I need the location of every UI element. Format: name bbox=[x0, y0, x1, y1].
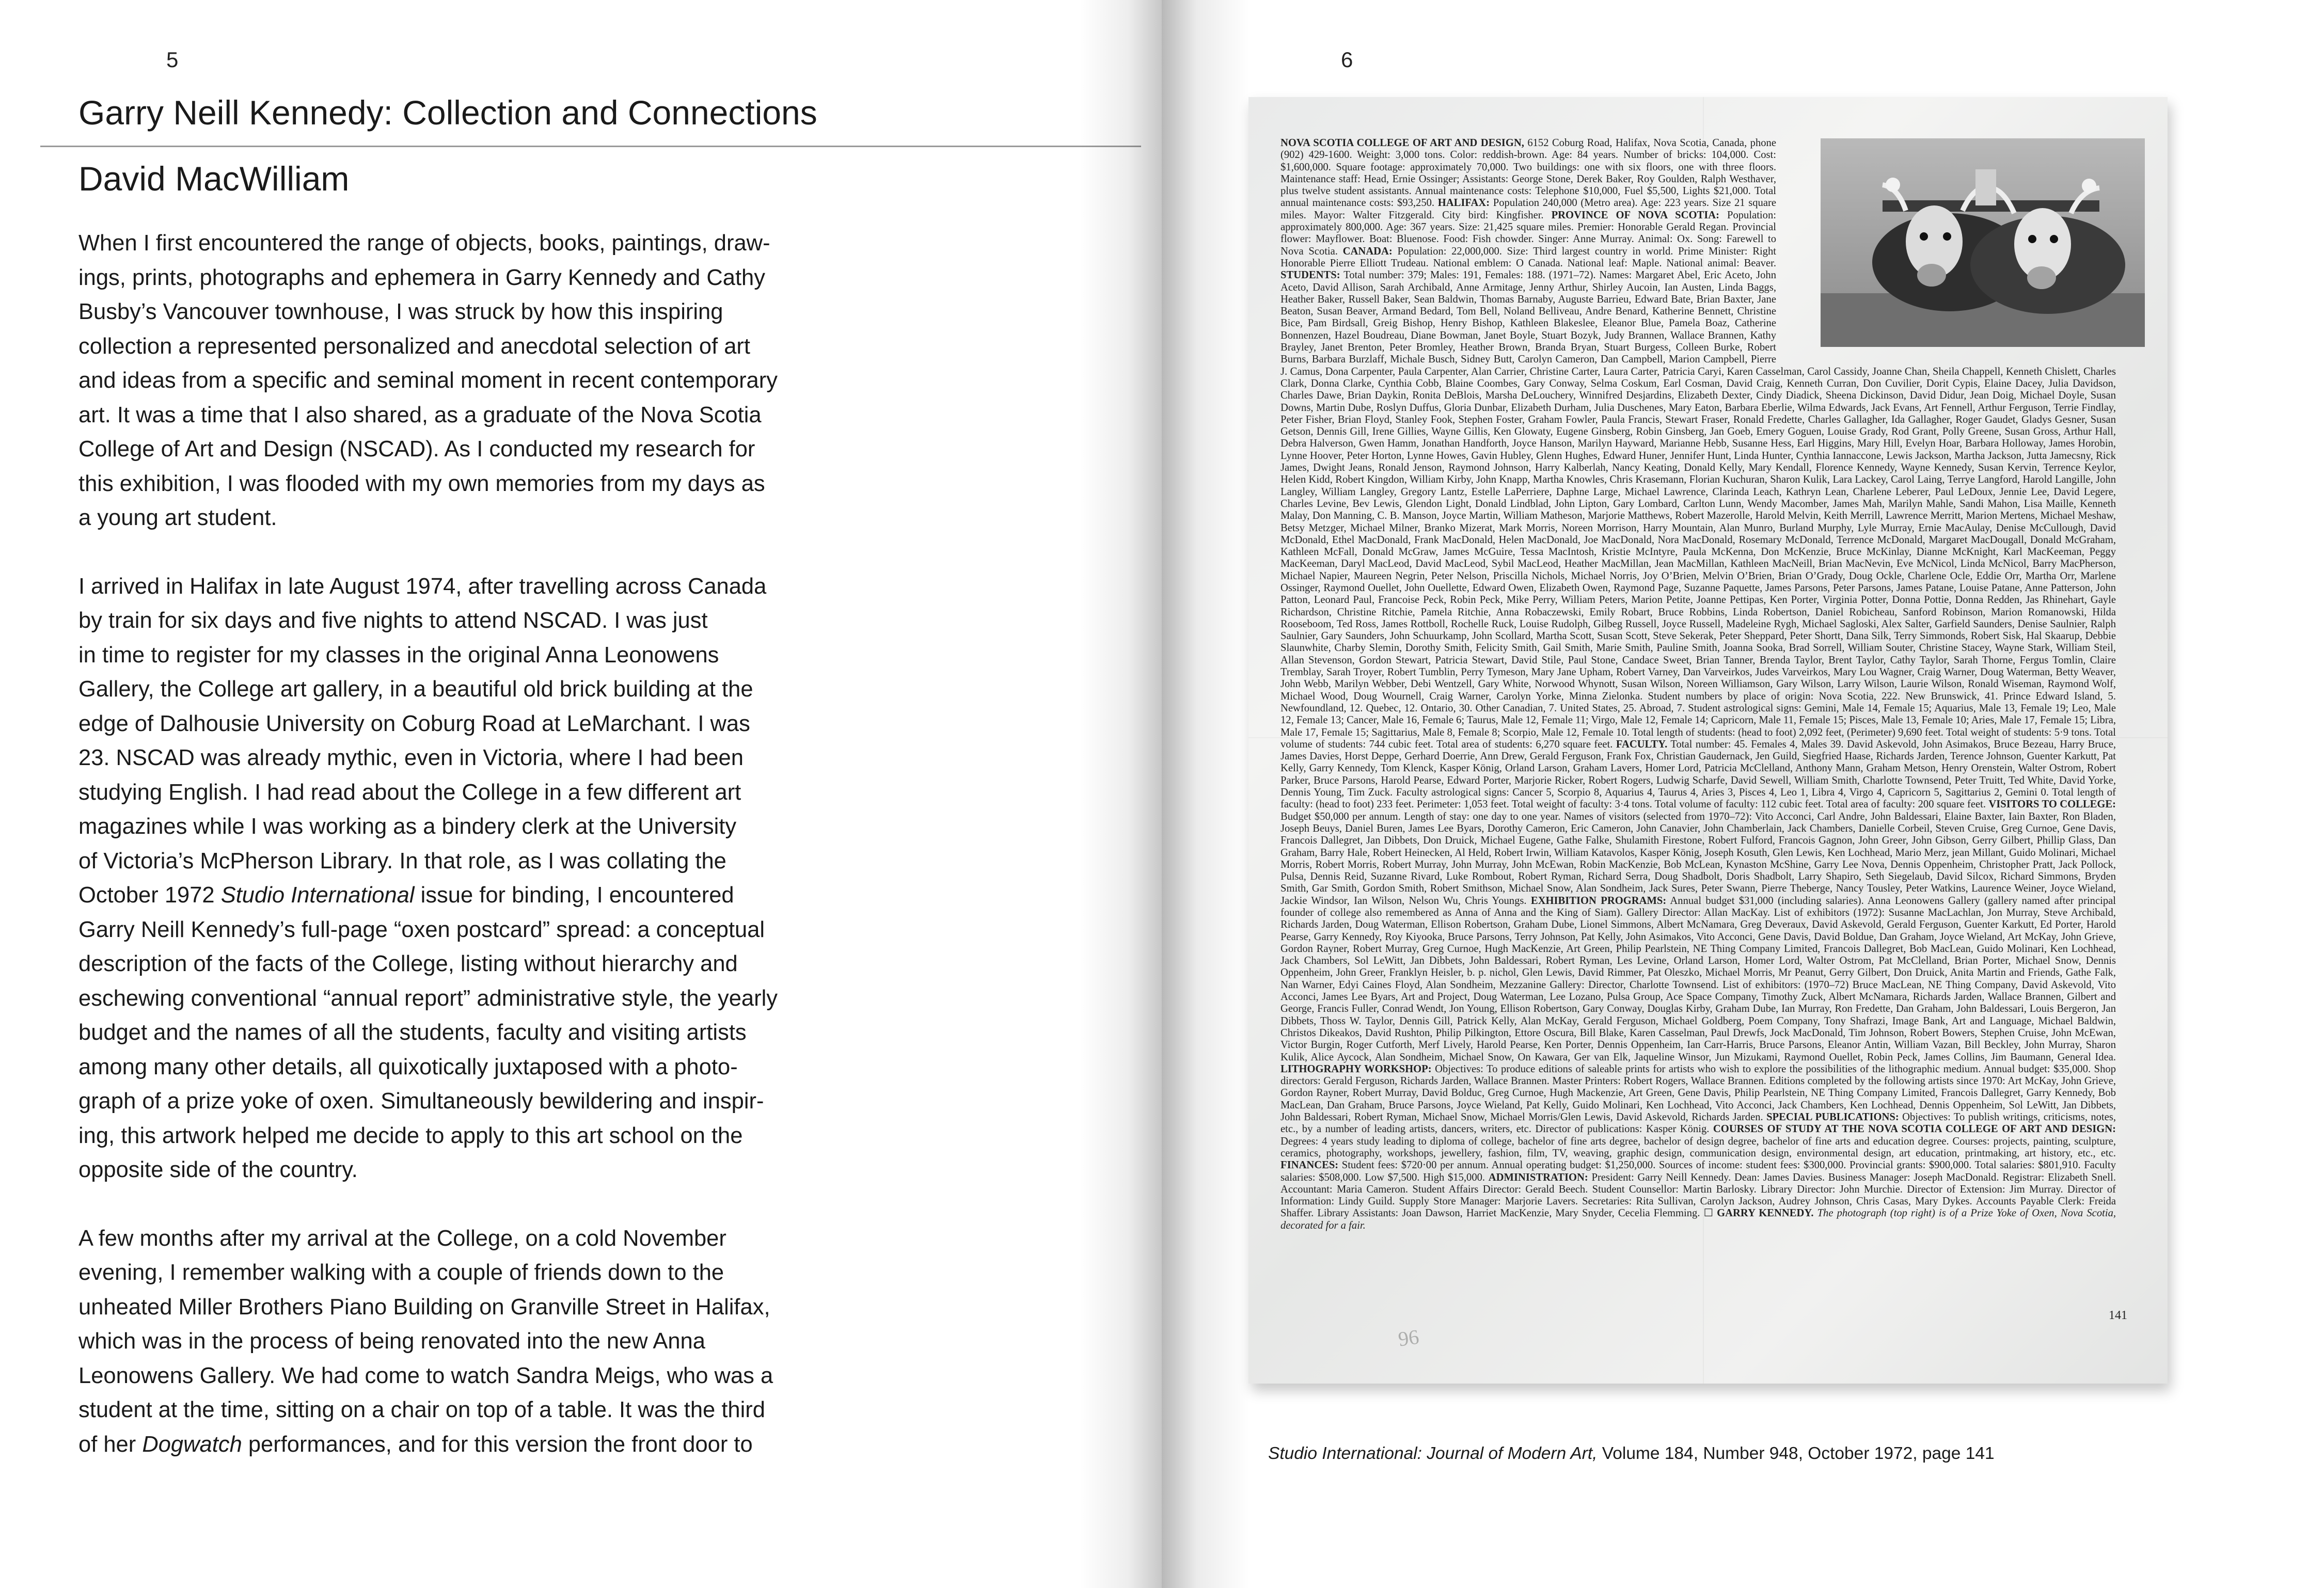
text-courses: Degrees: 4 years study leading to diploma of college, bachelor of fine arts degree, bachelor of design degree, bachelor of fine arts and education degree. Courses: projects, painting, sculpture, ceramics, photography, workshops, jewellery, fashion, film, TV, weaving, graphic design, communication design, environmental design, art education, printmaking, art history, etc., etc. bbox=[1280, 1135, 2116, 1159]
body-line: budget and the names of all the students, faculty and visiting artists bbox=[78, 1020, 747, 1045]
body-line: student at the time, sitting on a chair on top of a table. It was the third bbox=[78, 1398, 765, 1422]
credit-name: GARRY KENNEDY. bbox=[1717, 1208, 1814, 1219]
body-line: Garry Neill Kennedy’s full-page “oxen postcard” spread: a conceptual bbox=[78, 917, 765, 942]
body-line: a young art student. bbox=[78, 505, 277, 530]
body-line: eschewing conventional “annual report” administrative style, the yearly bbox=[78, 986, 778, 1011]
body-line: studying English. I had read about the College in a few different art bbox=[78, 780, 741, 805]
body-line: ing, this artwork helped me decide to apply to this art school on the bbox=[78, 1123, 743, 1148]
title-rule bbox=[40, 146, 1141, 147]
gutter-shadow-right bbox=[1162, 0, 1250, 1588]
text-administration: President: Garry Neill Kennedy. Dean: James Davies. Business Manager: Joseph MacDonald. Registrar: Elizabeth Snell. Accountant: Maria Cameron. Student Affairs Director: Gerald Beech. Student Counsellor: Martin Barlosky. Library Director: John Murchie. Director of Extension: Jim Murray. Director of Information: Lindy Guild. Supply Store Manager: Marjorie Lavers. Secretaries: Rita Sullivan, Carolyn Jackson, Audrey Johnson, Chris Casas, Mary Dykes. Accounts Payable Clerk: Freida Shaffer. Library Assistants: Joan Dawson, Harriet MacKenzie, Mary Snyder, Cecelia Flemming. bbox=[1280, 1171, 2116, 1219]
text-exhibitions: Annual budget $31,000 (including salaries). Anna Leonowens Gallery (gallery named after principal founder of college also remembered as Anna of Anna and the King of Siam). Gallery Director: Allan MacKay. List of exhibitors (1972): Susanne MacLachlan, Jon Murray, Steve Archibald, Richards Jarden, Doug Waterman, Ellison Robertson, Graham Dube, Lionel Simmons, Albert McNamara, Greg Deveraux, David Askevold, Gerald Ferguson, Guenter Karkutt, Ed Porter, Harold Pearse, Garry Kennedy, Roy Kiyooka, Bruce Parsons, Terry Johnson, Pat Kelly, John Asimakos, Vito Acconci, Gene Davis, David Boldue, Dan Graham, Joyce Wieland, Art McKay, John Grieve, Gordon Rayner, Robert Murray, Greg Curnoe, Hugh MacKenzie, Art Green, Philip Pearlstein, NE Thing Company Limited, Francois Dallegret, Bob MacLean, Guido Molinari, Ken Lochhead, Jack Chambers, Sol LeWitt, Jan Dibbets, John Baldessari, Robert Ryman, Les Levine, Orland Larson, Homer Lord, Walter Ostrom, Pat McClelland, Brian Porter, Michael Snow, Dennis Oppenheim, John Greer, Franklyn Heisler, b. p. nichol, Glen Lewis, David Rimmer, Pat Oleszko, Michael Morris, Mr Peanut, Gerry Gilbert, Don Druick, Anita Martin and Friends, Gathe Falk, Nan Warner, Edyi Caines Floyd, Alan Sondheim, Mezzanine Gallery: Director, Charlotte Townsend. List of exhibitors: (1970–72) Bruce MacLean, NE Thing Company, David Askevold, Vito Acconci, James Lee Byars, Art and Project, Doug Waterman, Lee Lozano, Pulsa Group, Ace Space Company, Timothy Zuck, Albert McNamara, Richards Jarden, Wallace Brannen, Gilbert and George, Francis Fuller, Conrad Wendt, Jon Young, Ellison Robertson, Gary Conway, Douglas Kirby, Graham Dube, Ian Murray, Ron Fredette, Dan Graham, John Baldessari, Louis Bergeron, Jan Dibbets, Thoss W. Taylor, Dennis Gill, Patrick Kelly, Alan McKay, Gerald Ferguson, Michael Goldberg, Poem Company, Tony Shafrazi, Image Bank, Art and Language, Michael Baldwin, Christos Dikeakos, David Rushton, Philip Pilkington, Ettore Oscura, Bill Blake, Karen Casselman, Paul Drewfs, Jock MacDonald, Tim Johnson, Robert Bowers, Stephen Cruise, John McEwan, Victor Burgin, Roger Cutforth, Merf Lively, Harold Pearse, Ken Porter, Dennis Oppenheim, Ian Carr-Harris, Bruce Parsons, Eleanor Antin, William Vazan, Bill Beckley, John Murray, Sharon Kulik, Alice Aycock, Alan Sondheim, Michael Snow, On Kawara, Ger van Elk, Jaqueline Winsor, Jun Mizukami, Raymond Ouellet, Robin Peck, James Collins, Jim Baumann, General Idea. bbox=[1280, 895, 2116, 1063]
heading-students: STUDENTS: bbox=[1280, 269, 1340, 281]
heading-administration: ADMINISTRATION: bbox=[1488, 1171, 1588, 1183]
article-author: David MacWilliam bbox=[78, 160, 350, 198]
body-line: among many other details, all quixotically juxtaposed with a photo- bbox=[78, 1054, 738, 1079]
body-line: Gallery, the College art gallery, in a beautiful old brick building at the bbox=[78, 677, 753, 702]
italic-title: Studio International bbox=[220, 883, 415, 908]
body-line: collection a represented personalized and anecdotal selection of art bbox=[78, 334, 751, 359]
article-body bbox=[78, 226, 825, 1462]
body-line: magazines while I was working as a bindery clerk at the University bbox=[78, 814, 737, 839]
text-canada: Population: 22,000,000. Size: Third largest country in world. Prime Minister: Right Honorable Pierre Elliott Trudeau. National emblem: O Canada. National leaf: Maple. National animal: Beaver. bbox=[1280, 245, 1776, 269]
body-line: in time to register for my classes in the original Anna Leonowens bbox=[78, 642, 719, 668]
text-nscad: 6152 Coburg Road, Halifax, Nova Scotia, Canada, phone (902) 429-1600. Weight: 3,000 tons. Color: reddish-brown. Age: 84 years. Number of bricks: 104,000. Cost: $1,600,000. Square footage: approximately 70,000. Two buildings: one with six floors, one with three floors. Maintenance staff: Head, Ernie Ossinger; Assistants: George Stone, Derek Baker, Roy Goulden, Ralph Westhaver, plus twelve student assistants. Annual maintenance costs: Telephone $10,000, Fuel $5,500, Lights $21,000. Total annual maintenance costs: $93,250. bbox=[1280, 137, 1776, 209]
body-line: College of Art and Design (NSCAD). As I conducted my research for bbox=[78, 437, 755, 462]
text-halifax: Population 240,000 (Metro area). Age: 223 years. Size 21 square miles. Mayor: Walter Fitzgerald. City bird: Kingfisher. bbox=[1280, 197, 1776, 221]
heading-finances: FINANCES: bbox=[1280, 1160, 1339, 1171]
heading-publications: SPECIAL PUBLICATIONS: bbox=[1766, 1111, 1899, 1123]
body-line: Busby’s Vancouver townhouse, I was struck by how this inspiring bbox=[78, 299, 723, 324]
page-number-left: 5 bbox=[166, 47, 179, 72]
caption-details: Volume 184, Number 948, October 1972, page 141 bbox=[1597, 1444, 1995, 1463]
body-line: by train for six days and five nights to attend NSCAD. I was just bbox=[78, 608, 708, 633]
body-line: October 1972 Studio International issue for binding, I encountered bbox=[78, 883, 734, 908]
body-paragraph bbox=[78, 569, 825, 1187]
magazine-folio: 141 bbox=[2109, 1309, 2127, 1322]
heading-lithography: LITHOGRAPHY WORKSHOP: bbox=[1280, 1063, 1432, 1075]
heading-province: PROVINCE OF NOVA SCOTIA: bbox=[1551, 209, 1719, 221]
heading-exhibitions: EXHIBITION PROGRAMS: bbox=[1530, 895, 1667, 907]
body-line: which was in the process of being renovated into the new Anna bbox=[78, 1329, 705, 1354]
gutter-shadow-left bbox=[1079, 0, 1162, 1588]
heading-canada: CANADA: bbox=[1342, 245, 1393, 257]
body-paragraph bbox=[78, 226, 825, 535]
text-finances: Student fees: $720·00 per annum. Annual operating budget: $1,250,000. Sources of income: student fees: $300,000. Provincial grants: $900,000. Total salaries: $801,910. Faculty salaries: $508,000. Low $7,500. High $15,000. bbox=[1280, 1160, 2116, 1183]
credit-text: The photograph (top right) is of a Prize Yoke of Oxen, Nova Scotia, decorated for a fair. bbox=[1280, 1208, 2116, 1231]
body-line: unheated Miller Brothers Piano Building on Granville Street in Halifax, bbox=[78, 1294, 770, 1320]
body-line: When I first encountered the range of objects, books, paintings, draw- bbox=[78, 231, 770, 256]
body-line: Leonowens Gallery. We had come to watch Sandra Meigs, who was a bbox=[78, 1363, 773, 1388]
body-line: of her Dogwatch performances, and for this version the front door to bbox=[78, 1432, 753, 1457]
body-line: graph of a prize yoke of oxen. Simultaneously bewildering and inspir- bbox=[78, 1089, 764, 1114]
heading-courses: COURSES OF STUDY AT THE NOVA SCOTIA COLLEGE OF ART AND DESIGN: bbox=[1713, 1123, 2116, 1135]
body-line: opposite side of the country. bbox=[78, 1157, 358, 1182]
body-line: evening, I remember walking with a couple of friends down to the bbox=[78, 1260, 724, 1285]
heading-halifax: HALIFAX: bbox=[1437, 197, 1490, 209]
text-province: Population: approximately 800,000. Age: 367 years. Size: 21,425 square miles. Premier: Honorable Gerald Regan. Provincial flower: Mayflower. Boat: Bluenose. Food: Fish chowder. Singer: Anne Murray. Animal: Ox. Song: Farewell to Nova Scotia. bbox=[1280, 209, 1776, 257]
page-number-right: 6 bbox=[1341, 47, 1353, 72]
text-publications: Objectives: To publish writings, criticisms, notes, etc., by a number of leading artists, dancers, writers, etc. Director of publications: Kasper König. bbox=[1280, 1111, 2116, 1135]
body-line: I arrived in Halifax in late August 1974, after travelling across Canada bbox=[78, 574, 767, 599]
body-line: description of the facts of the College, listing without hierarchy and bbox=[78, 951, 738, 976]
article-title: Garry Neill Kennedy: Collection and Connections bbox=[78, 93, 817, 132]
heading-nscad: NOVA SCOTIA COLLEGE OF ART AND DESIGN, bbox=[1280, 137, 1524, 149]
body-line: edge of Dalhousie University on Coburg Road at LeMarchant. I was bbox=[78, 711, 750, 736]
body-line: and ideas from a specific and seminal moment in recent contemporary bbox=[78, 368, 778, 393]
heading-visitors: VISITORS TO COLLEGE: bbox=[1988, 799, 2116, 811]
text-visitors: Budget $50,000 per annum. Length of stay: one day to one year. Names of visitors (selected from 1970–72): Vito Acconci, Carl Andre, John Baldessari, Elaine Baxter, Iain Baxter, Ron Bladen, Joseph Beuys, Daniel Buren, James Lee Byars, Dorothy Cameron, Eric Cameron, John Canavier, John Chamberlain, Jack Chambers, Danielle Corbeil, Steven Cruise, Greg Curnoe, Gene Davis, Francois Dallegret, Jan Dibbets, Don Druick, Michael Eugene, Gathe Falke, Shulamith Firestone, Robert Fulford, Francois Gagnon, John Greer, John Gibson, Gerry Gilbert, Phillip Glass, Dan Graham, Barry Hale, Robert Heinecken, Al Held, Robert Irwin, William Katavolos, Kasper König, Joseph Kosuth, Glen Lewis, Ken Lochhead, Mario Merz, jean Millant, Guido Molinari, Michael Morris, Robert Morris, Robert Murray, John Murray, John McEwan, Robin MacKenzie, Bob McLean, Kynaston McShine, Garry Lee Nova, Dennis Oppenheim, Christopher Pratt, Jack Pollock, Pulsa, Dennis Reid, Suzanne Rivard, Luke Rombout, Robert Ryman, Richard Serra, Doug Shadbolt, Doris Shadbolt, Larry Shapiro, Seth Siegelaub, David Silcox, Richard Simmons, Bryden Smith, Gar Smith, Gordon Smith, Robert Smithson, Michael Snow, Alan Sondheim, Jack Sures, Peter Swann, Pierre Theberge, Nancy Tousley, Peter Watkins, Laurence Weiner, Joyce Wieland, Jackie Windsor, Ian Wilson, Nelson Wu, Chris Youngs. bbox=[1280, 811, 2116, 907]
body-line: A few months after my arrival at the College, on a cold November bbox=[78, 1226, 726, 1251]
magazine-page-scan bbox=[1248, 97, 2168, 1384]
magazine-text-block bbox=[1280, 137, 2116, 1309]
scan-caption bbox=[1268, 1444, 1995, 1464]
credit-box-icon: ☐ bbox=[1703, 1208, 1714, 1219]
heading-faculty: FACULTY. bbox=[1616, 738, 1668, 750]
pencil-mark: 96 bbox=[1397, 1325, 1420, 1351]
body-line: this exhibition, I was flooded with my own memories from my days as bbox=[78, 471, 765, 496]
text-faculty: Total number: 45. Females 4, Males 39. David Askevold, John Asimakos, Bruce Bezeau, Harry Bruce, James Davies, Horst Deppe, Gerhard Doerrie, Ann Drew, Gerald Ferguson, Frank Fox, Christian Gaudernack, Jen Guild, Siegfried Haase, Richards Jarden, Terence Johnson, Guenter Karkutt, Pat Kelly, Garry Kennedy, Tom Klenck, Kasper König, Orland Larson, Graham Lavers, Homer Lord, Patricia McClelland, Anthony Mann, Graham Metson, Henry Orenstein, Walter Ostrom, Robert Parker, Bruce Parsons, Harold Pearse, Edward Porter, Marjorie Ricker, Robert Rogers, Ludwig Scharfe, David Sewell, William Smith, Charlotte Townsend, Peter Truitt, Ted White, David Yorke, Dennis Young, Tim Zuck. Faculty astrological signs: Cancer 5, Scorpio 8, Aquarius 4, Taurus 4, Aries 3, Pisces 4, Leo 1, Libra 4, Virgo 4, Capricorn 5, Sagittarius 2, Gemini 0. Total length of faculty: (head to foot) 233 feet. Perimeter: 1,053 feet. Total weight of faculty: 3·4 tons. Total volume of faculty: 112 cubic feet. Total area of faculty: 200 square feet. bbox=[1280, 738, 2116, 811]
text-lithography: Objectives: To produce editions of saleable prints for artists who wish to explore the possibilities of the lithographic medium. Annual budget: $35,000. Shop directors: Gerald Ferguson, Richards Jarden, Wallace Brannen. Master Printers: Robert Rogers, Wallace Brannen. Editions completed by the following artists since 1970: Art McKay, John Grieve, Gordon Rayner, Robert Murray, David Bolduc, Greg Curnoe, Hugh Mackenzie, Art Green, Gene Davis, Philip Pearlstein, NE Thing Company Limited, Francois Dallegret, Garry Kennedy, Bob MacLean, Dan Graham, Bruce Parsons, Joyce Wieland, Pat Kelly, Guido Molinari, Ken Lochhead, Vito Acconci, Jack Chambers, Ken Lochhead, Dennis Oppenheim, Sol LeWitt, Jan Dibbets, John Baldessari, Robert Ryman, Michael Snow, Michael Morris/Glen Lewis, David Askevold, Richards Jarden. bbox=[1280, 1063, 2116, 1123]
photo-text-wrap bbox=[1785, 137, 2116, 349]
caption-journal-title: Studio International: Journal of Modern Art, bbox=[1268, 1444, 1598, 1463]
body-paragraph bbox=[78, 1221, 825, 1462]
body-line: art. It was a time that I also shared, as a graduate of the Nova Scotia bbox=[78, 402, 762, 427]
body-line: ings, prints, photographs and ephemera in Garry Kennedy and Cathy bbox=[78, 265, 765, 290]
text-students: Total number: 379; Males: 191, Females: 188. (1971–72). Names: Margaret Abel, Eric Aceto, John Aceto, David Allison, Sarah Archibald, Anne Armitage, Jenny Arthur, Shirley Aucoin, Ian Austen, Linda Baggs, Heather Baker, Russell Baker, Sean Baldwin, Thomas Barnaby, Auguste Barrieu, Edward Bate, Brian Baxter, Jane Beaton, Susan Beaver, Armand Bedard, Tom Bell, Noland Belliveau, Andre Benard, Katherine Bennett, Christine Bice, Pam Birdsall, Greig Bishop, Henry Bishop, Kathleen Blakeslee, Eleanor Blue, Pamela Boaz, Catherine Bonnenzen, Hazel Boudreau, Diane Bowman, Janet Boyle, Stuart Bozyk, Judy Brannen, Wallace Brannen, Kathy Brayley, Janet Brenton, Peter Bromley, Heather Brown, Branda Bryan, Stuart Burgess, Colleen Burke, Robert Burns, Barbara Burzlaff, Michale Busch, Sidney Butt, Carolyn Cameron, Dan Campbell, Marion Campbell, Pierre J. Camus, Dona Carpenter, Paula Carpenter, Alan Carrier, Christine Carter, Laura Carter, Patricia Caryi, Karen Casselman, Carol Cassidy, Joanne Chan, Sheila Chappell, Kenneth Chislett, Charles Clark, Donna Clarke, Cynthia Cobb, Blaine Coombes, Gary Conway, Selma Coskum, Earl Cosman, David Craig, Kenneth Curran, Don Cuvilier, Dorit Cypis, Elaine Dacey, Julia Davidson, Charles Dawe, Brian Daykin, Ronita DeBlois, Marsha DeLouchery, Winnifred Desjardins, Elizabeth Dexter, Cindy Diadick, Sheena Dickinson, David Didur, Jean Doig, Michael Doyle, Susan Downs, Martin Dube, Roslyn Duffus, Gloria Dunbar, Elizabeth Durham, Julia Duschenes, Mary Eaton, Barbara Eberlie, Wilma Edwards, Jack Evans, Art Fennell, Arthur Ferguson, Terrie Findlay, Peter Fisher, Brian Floyd, Stanley Fook, Stephen Foster, Graham Fowler, Paula Francis, Stewart Fraser, Ronald Fredette, Charles Gallagher, Ida Gallagher, Roger Gaudet, Gladys Gesner, Susan Getson, Dennis Gill, Irene Gillies, Wayne Gillis, Ken Glowaty, Eugene Ginsberg, Robin Ginsberg, Jan Goeb, Emery Goguen, Louise Grady, Rod Grant, Polly Greene, Susan Gross, Arthur Hall, Debra Halverson, Gwen Hamm, Jonathan Handforth, Joyce Hanson, Marilyn Hayward, Marianne Hebb, Susanne Hess, Earl Higgins, Mary Hill, Evelyn Hoar, Barbara Holloway, James Horobin, Lynne Hoover, Peter Horton, Lynne Howes, Gavin Hubley, Glenn Hughes, Edward Huner, Jennifer Hunt, Linda Hunter, Cynthia Iannaccone, Lewis Jackson, Martha Jackson, Jutta Jamecsny, Rick James, Dwight Jeans, Ronald Jenson, Raymond Johnson, Harry Kalberlah, Nancy Keating, Donald Kelly, Mary Kendall, Florence Kennedy, Wayne Kennedy, Susan Kervin, Terrence Keylor, Helen Kidd, Robert Kingdon, William Kirby, John Knapp, Martha Knowles, Chris Krasemann, Florian Kuchuran, Sharon Kulik, Lara Lackey, Carol Laing, Terrye Langford, Harold Langille, John Langley, William Langley, Gregory Lantz, Estelle LaPerriere, Daphne Large, Michael Lawrence, Clarinda Leach, Kathryn Lean, Charlene Leberer, Paul LeDoux, Jennie Lee, David Legere, Charles Levine, Bev Lewis, Glendon Light, Donald Lindblad, John Lipton, Gary Lombard, Carlton Lunn, Wendy Macomber, James Mah, Marilyn Mahle, Sandi Mahon, Lisa Maille, Kenneth Malay, Don Manning, C. B. Manson, Joyce Martin, William Matheson, Marjorie Matthews, Robert Mazerolle, Harold Melvin, Keith Merrill, Lawrence Merritt, Marion Mertens, Michael Meshaw, Betsy Metzger, Michael Milner, Branko Mizerat, Mark Morris, Noreen Morrison, Harry Mountain, Alan Munro, Burland Murphy, Lyle Murray, Ernie MacAulay, Denise McCullough, David McDonald, Ethel MacDonald, Frank MacDonald, Helen MacDonald, Joe MacDonald, Nora MacDonald, Rosemary McDonald, Terrence McDonald, Margaret MacDougall, Donald McGraham, Kathleen McFall, Donald McGraw, James McGuire, Tessa MacIntosh, Kristie McIntyre, Paula McKenna, Don McKenzie, Bruce McKinlay, Dianne McKnight, Karl MacKeeman, Peggy MacKeeman, Daryl MacLeod, David MacLeod, Sybil MacLeod, Heather MacMillan, Jean MacMillan, Kathleen MacNeill, Brian MacNevin, Eve McNicol, Linda McNicol, Barry MacPherson, Michael Napier, Maureen Negrin, Peter Nelson, Priscilla Nichols, Michael Norris, Joy O’Brien, Melvin O’Brien, Brian O’Grady, Doug Ockle, Charlene Ocle, Eddie Orr, Martha Orr, Marlene Ossinger, Raymond Ouellet, John Ouellette, Edward Owen, Elizabeth Owen, Raymond Page, Suzanne Paquette, James Parsons, Peter Parsons, James Patane, Louise Patane, Anne Patterson, John Patton, Leonard Paul, Francoise Peck, Robin Peck, Mike Perry, William Peters, Marion Petite, Joanne Pettipas, Ken Porter, Virginia Potter, Donna Pottie, Donna Redden, Jas Rhinehart, Gayle Richardson, Christine Ritchie, Pamela Ritchie, Anna Robaczewski, Emily Robart, Bruce Robbins, Linda Robertson, Daniel Robicheau, Sanford Robinson, Marion Romanowski, Hilda Rooseboom, Ted Ross, James Rottboll, Rochelle Ruck, Louise Rudolph, Gilbeg Russell, Joyce Russell, Madeleine Rygh, Michael Sagloski, Alex Salter, Garfield Saunders, Denise Saulnier, Ralph Saulnier, Gary Saunders, John Schuurkamp, John Scollard, Martha Scott, Susan Scott, Steve Sekerak, Peter Sheppard, Peter Shortt, Dana Silk, Terry Simmonds, Robert Sisk, Hal Skaarup, Debbie Slaunwhite, Charby Slemin, Dorothy Smith, Felicity Smith, Gail Smith, Marie Smith, Pauline Smith, Joanna Sooka, Brad Sorrell, William Souter, Christine Stacey, Wayne Stark, William Steil, Allan Stevenson, Gordon Stewart, Patricia Stewart, David Stile, Paul Stone, Candace Sweet, Brian Tanner, Brenda Taylor, Brent Taylor, Cathy Taylor, Sarah Thorne, Fergus Tomlin, Claire Tremblay, Sarah Troyer, Robert Tumblin, Perry Tymeson, Mary Jane Upham, Robert Varney, Dan Varveirkos, Judes Varveirkos, Mary Lou Wagner, Craig Warner, Doug Waterman, Betty Weaver, John Webb, Marilyn Webber, Debi Wentzell, Gary White, Norwood Whynott, Susan Wilson, Noreen Williamson, Gary Wilson, Larry Wilson, Laurie Wilson, Ronald Wiseman, Raymond Wolf, Michael Wood, Doug Wournell, Craig Warner, Carolyn Yorke, Minna Zielonka. Student numbers by place of origin: Nova Scotia, 222. New Brunswick, 41. Prince Edward Island, 5. Newfoundland, 12. Quebec, 12. Ontario, 30. Other Canadian, 7. United States, 25. Abroad, 7. Student astrological signs: Gemini, Male 14, Female 15; Aquarius, Male 13, Female 19; Leo, Male 12, Female 13; Cancer, Male 16, Female 6; Taurus, Male 12, Female 11; Virgo, Male 12, Female 14; Capricorn, Male 11, Female 15; Pisces, Male 13, Female 10; Aries, Male 17, Female 15; Libra, Male 17, Female 15; Sagittarius, Male 8, Female 8; Scorpio, Male 12, Female 10. Total length of students: (head to foot) 2,092 feet, (Perimeter) 9,690 feet. Total weight of students: 5·9 tons. Total volume of students: 744 cubic feet. Total area of students: 6,270 square feet. bbox=[1280, 269, 2116, 750]
body-line: of Victoria’s McPherson Library. In that role, as I was collating the bbox=[78, 848, 726, 874]
italic-title: Dogwatch bbox=[142, 1432, 242, 1457]
right-page bbox=[1162, 0, 2324, 1588]
body-line: 23. NSCAD was already mythic, even in Victoria, where I had been bbox=[78, 745, 744, 770]
